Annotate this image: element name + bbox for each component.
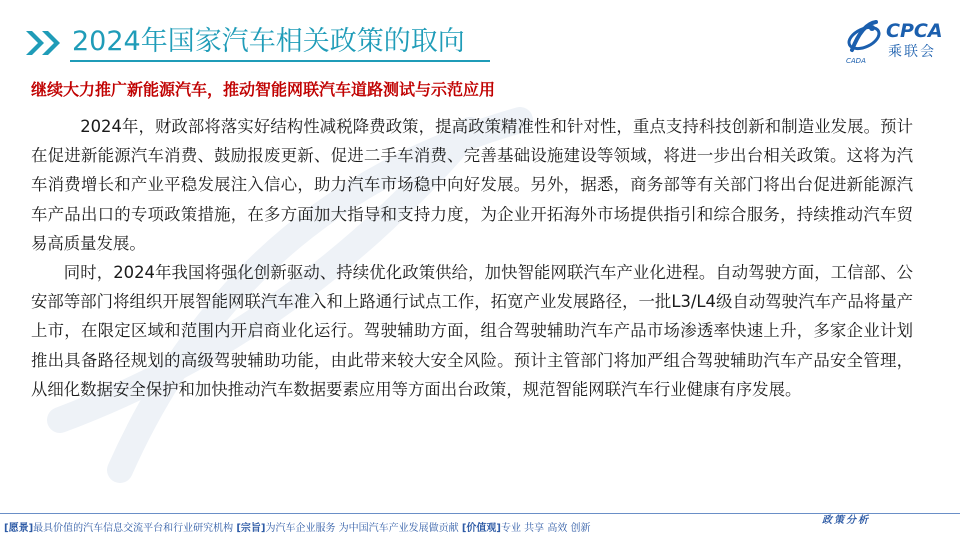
footer-mission-tag: [宗旨] xyxy=(236,523,266,534)
logo-text-sub: CADA xyxy=(846,57,866,65)
page-title: 2024年国家汽车相关政策的取向 xyxy=(72,26,465,57)
footer-section-label: 政策分析 xyxy=(822,515,870,526)
cpca-logo xyxy=(842,16,950,66)
chevron-right-icon xyxy=(24,30,64,56)
section-subheading: 继续大力推广新能源汽车，推动智能网联汽车道路测试与示范应用 xyxy=(31,80,496,99)
footer-values-text: 专业 共享 高效 创新 xyxy=(500,523,591,534)
footer-bar xyxy=(0,514,960,540)
footer-vision-tag: [愿景] xyxy=(4,523,34,534)
footer-mission-text: 为汽车企业服务 为中国汽车产业发展做贡献 xyxy=(265,523,459,534)
logo-text-en: CPCA xyxy=(886,20,943,42)
footer-motto xyxy=(4,522,591,536)
footer-vision-text: 最具价值的汽车信息交流平台和行业研究机构 xyxy=(33,523,234,534)
paragraph-2: 同时，2024年我国将强化创新驱动、持续优化政策供给，加快智能网联汽车产业化进程。自动驾驶方面，工信部、公安部等部门将组织开展智能网联汽车准入和上路通行试点工作，拓宽产业发展路径，一批L3/L4级自动驾驶汽车产品将量产上市，在限定区域和范围内开启商业化运行。驾驶辅助方面，组合驾驶辅助汽车产品市场渗透率快速上升，多家企业计划推出具备路径规划的高级驾驶辅助功能，由此带来较大安全风险。预计主管部门将加严组合驾驶辅助汽车产品安全管理，从细化数据安全保护和加快推动汽车数据要素应用等方面出台政策，规范智能网联汽车行业健康有序发展。 xyxy=(31,263,913,399)
footer-values-tag: [价值观] xyxy=(461,523,501,534)
title-underline xyxy=(70,60,490,62)
logo-text-cn: 乘联会 xyxy=(888,44,936,60)
body-text xyxy=(31,112,913,404)
slide-header xyxy=(0,0,960,70)
paragraph-1: 2024年，财政部将落实好结构性减税降费政策，提高政策精准性和针对性，重点支持科技创新和制造业发展。预计在促进新能源汽车消费、鼓励报废更新、促进二手车消费、完善基础设施建设等领域，将进一步出台相关政策。这将为汽车消费增长和产业平稳发展注入信心，助力汽车市场稳中向好发展。另外，据悉，商务部等有关部门将出台促进新能源汽车产品出口的专项政策措施，在多方面加大指导和支持力度，为企业开拓海外市场提供指引和综合服务，持续推动汽车贸易高质量发展。 xyxy=(31,117,913,253)
